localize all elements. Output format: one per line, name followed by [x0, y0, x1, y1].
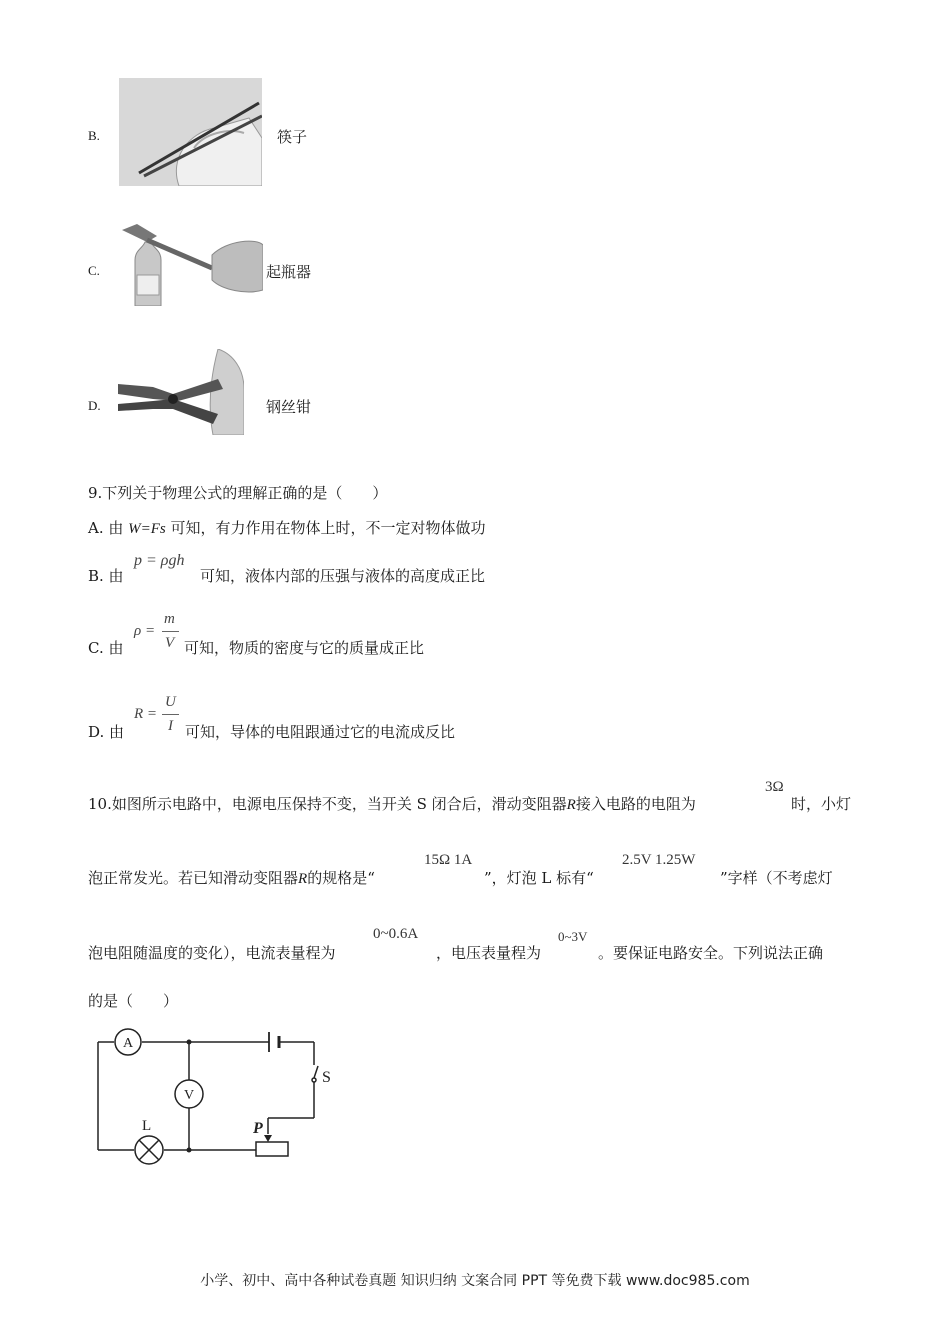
- q10-line2-b: 的规格是“: [307, 869, 375, 887]
- q10-line1-c: 时，小灯: [791, 795, 852, 813]
- circuit-ammeter-label: A: [123, 1036, 134, 1051]
- q10-value-ammeter-range: 0~0.6A: [373, 926, 419, 942]
- pliers-photo: [118, 349, 244, 435]
- q9-d-numerator: U: [165, 694, 176, 710]
- q9-c-lhs: ρ =: [134, 623, 156, 639]
- q9-option-a: [88, 517, 486, 538]
- q9-a-prefix: A. 由: [88, 519, 129, 537]
- q10-line1-b: 接入电路的电阻为: [575, 795, 696, 813]
- q9-stem: 9.下列关于物理公式的理解正确的是（ ）: [88, 484, 388, 502]
- q9-option-c-prefix: C. 由: [88, 639, 124, 657]
- q10-line3-c: 。要保证电路安全。下列说法正确: [598, 944, 824, 962]
- bottle-opener-photo: [117, 220, 263, 306]
- q10-line4: 的是（ ）: [88, 992, 179, 1010]
- q10-line1: [88, 793, 696, 814]
- q9-d-fraction-bar: [162, 714, 179, 715]
- circuit-voltmeter-label: V: [184, 1088, 195, 1103]
- option-b-label: 筷子: [277, 128, 308, 146]
- option-b-letter: B.: [88, 128, 100, 143]
- q10-value-voltmeter-range: 0~3V: [558, 929, 588, 944]
- q10-line2-d: ”字样（不考虑灯: [720, 869, 833, 887]
- page-footer: 小学、初中、高中各种试卷真题 知识归纳 文案合同 PPT 等免费下载 www.doc985.com: [200, 1273, 750, 1289]
- q9-option-b-prefix: B. 由: [88, 567, 124, 585]
- option-d-letter: D.: [88, 398, 101, 413]
- chopsticks-photo: [119, 78, 262, 186]
- q10-line1-a: 10.如图所示电路中，电源电压保持不变，当开关 S 闭合后，滑动变阻器: [88, 795, 567, 813]
- option-c-letter: C.: [88, 263, 100, 278]
- q10-line3-a: 泡电阻随温度的变化），电流表量程为: [88, 944, 336, 962]
- q10-line2-c: ”，灯泡 L 标有“: [484, 869, 594, 887]
- q9-b-formula: p = ρgh: [134, 552, 185, 569]
- q9-c-numerator: m: [164, 611, 175, 627]
- circuit-diagram: [88, 1020, 348, 1170]
- option-c-label: 起瓶器: [266, 263, 312, 281]
- q9-a-suffix: 可知，有力作用在物体上时，不一定对物体做功: [165, 519, 486, 537]
- q10-line2-a: 泡正常发光。若已知滑动变阻器: [88, 869, 299, 887]
- q9-option-b-suffix: 可知，液体内部的压强与液体的高度成正比: [200, 567, 486, 585]
- q10-line1-R: R: [566, 797, 576, 813]
- option-d-label: 钢丝钳: [266, 398, 312, 416]
- q9-c-fraction-bar: [162, 631, 179, 632]
- q9-d-denominator: I: [168, 718, 173, 734]
- circuit-lamp-label: L: [142, 1118, 152, 1134]
- circuit-slider-label: P: [253, 1120, 263, 1137]
- circuit-switch-label: S: [322, 1069, 331, 1086]
- q10-line2-R: R: [298, 871, 308, 887]
- q9-a-formula: W=Fs: [128, 521, 166, 537]
- q10-value-3ohm: 3Ω: [765, 779, 784, 795]
- q10-line2: [88, 867, 375, 888]
- q9-option-d-suffix: 可知，导体的电阻跟通过它的电流成反比: [185, 723, 456, 741]
- q9-option-d-prefix: D. 由: [88, 723, 125, 741]
- q10-line3-b: ，电压表量程为: [436, 944, 542, 962]
- q9-d-lhs: R =: [134, 706, 158, 722]
- q10-value-lamp: 2.5V 1.25W: [622, 852, 696, 868]
- q9-option-c-suffix: 可知，物质的密度与它的质量成正比: [184, 639, 425, 657]
- q10-value-spec: 15Ω 1A: [424, 852, 473, 868]
- q9-c-denominator: V: [165, 635, 175, 651]
